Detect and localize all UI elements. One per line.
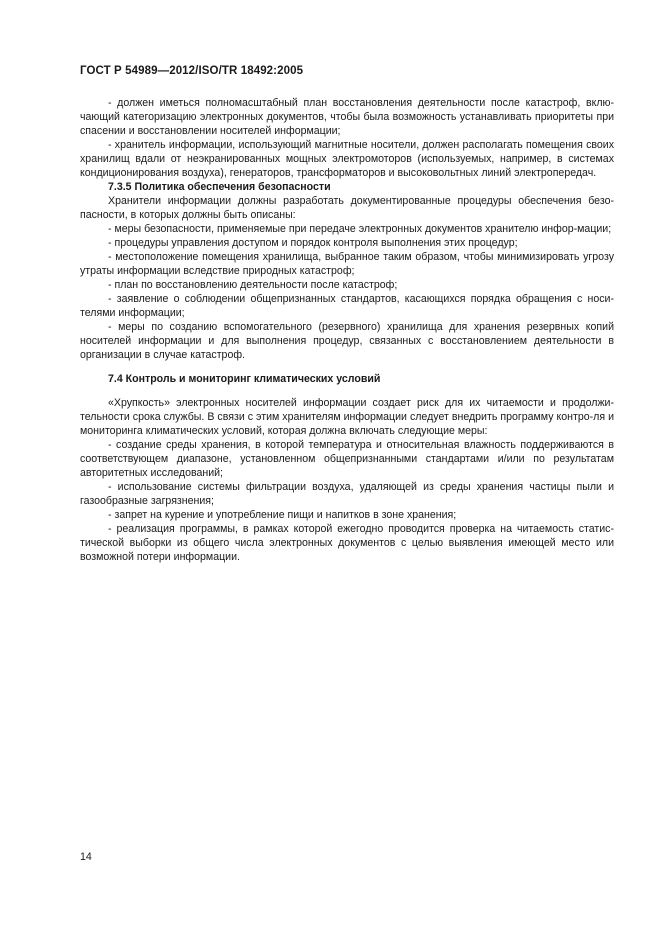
page-number: 14 xyxy=(80,851,92,863)
list-item: - реализация программы, в рамках которой ежегодно проводится проверка на читаемость статис-тической выборки из общего числа электронных документов с целью выявления имеющей место или возможной потери информации. xyxy=(80,523,614,563)
list-item: - хранитель информации, использующий магнитные носители, должен располагать помещения своих хранилищ вдали от неэкранированных мощных электромоторов (используемых, например, в системах кондиционирования воздуха), генераторов, трансформаторов и высоковольтных линий электропередач. xyxy=(80,139,614,179)
list-item: - процедуры управления доступом и порядок контроля выполнения этих процедур; xyxy=(108,237,518,249)
list-item: - план по восстановлению деятельности после катастроф; xyxy=(108,279,398,291)
section-intro: Хранители информации должны разработать документированные процедуры обеспечения безо-пасности, в которых должны быть описаны: xyxy=(80,195,614,221)
document-header: ГОСТ Р 54989—2012/ISO/TR 18492:2005 xyxy=(80,65,304,77)
list-item: - местоположение помещения хранилища, выбранное таким образом, чтобы минимизировать угрозу утраты информации вследствие природных катастроф; xyxy=(80,251,614,277)
list-item: - меры безопасности, применяемые при передаче электронных документов хранителю инфор-мации; xyxy=(108,223,612,235)
list-item: - меры по созданию вспомогательного (резервного) хранилища для хранения резервных копий носителей информации и для выполнения процедур, связанных с восстановлением деятельности в организации в случае катастроф. xyxy=(80,321,614,361)
list-item: - запрет на курение и употребление пищи и напитков в зоне хранения; xyxy=(108,509,457,521)
section-intro: «Хрупкость» электронных носителей информации создает риск для их читаемости и продолжи-тельности срока службы. В связи с этим хранителям информации следует внедрить программу контро-ля и мониторинга климатических условий, которая должна включать следующие меры: xyxy=(80,397,614,437)
spacer xyxy=(80,362,614,372)
spacer xyxy=(80,386,614,396)
list-item: - создание среды хранения, в которой температура и относительная влажность поддерживаются в соответствующем диапазоне, установленном общепризнанными стандартами и/или по результатам авторитетных исследований; xyxy=(80,439,614,479)
list-item: - заявление о соблюдении общепризнанных стандартов, касающихся порядка обращения с носи-телями информации; xyxy=(80,293,614,319)
section-heading-7-4: 7.4 Контроль и мониторинг климатических условий xyxy=(108,373,381,385)
document-body xyxy=(80,96,614,564)
list-item: - должен иметься полномасштабный план восстановления деятельности после катастроф, вклю-чающий категоризацию электронных документов, чтобы была возможность устанавливать приоритеты при спасении и восстановлении носителей информации; xyxy=(80,97,614,137)
section-heading-7-3-5: 7.3.5 Политика обеспечения безопасности xyxy=(108,181,331,193)
list-item: - использование системы фильтрации воздуха, удаляющей из среды хранения частицы пыли и газообразные загрязнения; xyxy=(80,481,614,507)
